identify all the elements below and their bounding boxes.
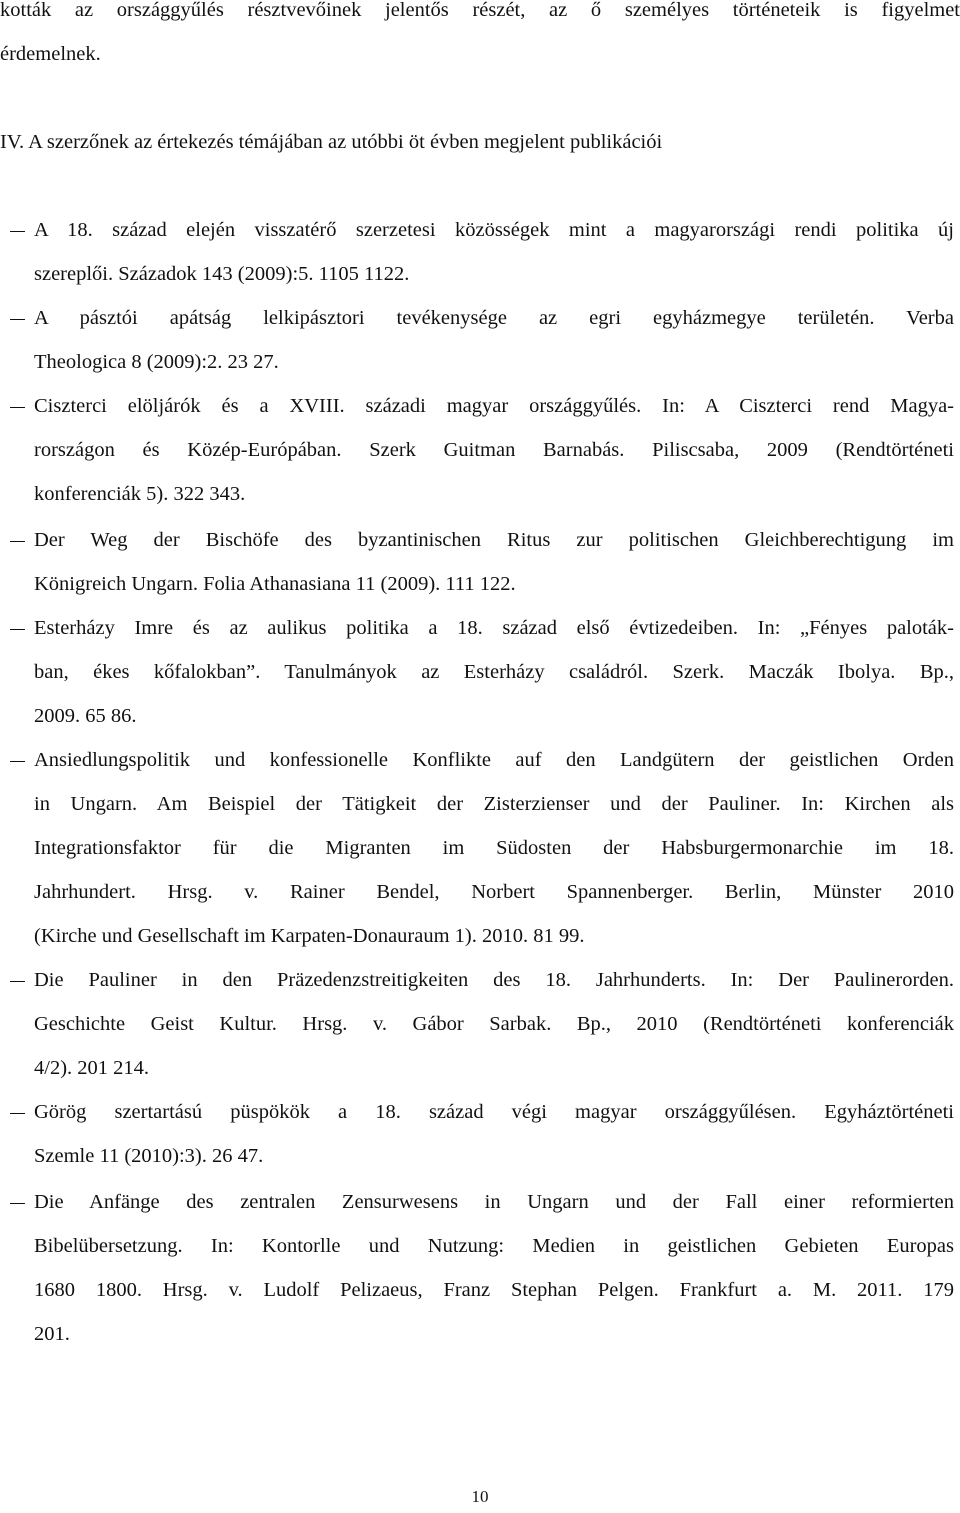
bullet-dash-icon	[10, 231, 25, 232]
bullet-dash-icon	[10, 1113, 25, 1114]
publication-line: Ciszterci elöljárók és a XVIII. századi magyar országgyűlés. In: A Ciszterci rend Magya-	[34, 395, 954, 417]
publication-line: 4/2). 201 214.	[34, 1057, 150, 1079]
publication-line: 1680 1800. Hrsg. v. Ludolf Pelizaeus, Franz Stephan Pelgen. Frankfurt a. M. 2011. 179	[34, 1279, 954, 1301]
publication-line: ban, ékes kőfalokban”. Tanulmányok az Esterházy családról. Szerk. Maczák Ibolya. Bp.,	[34, 661, 954, 683]
publication-line: 2009. 65 86.	[34, 705, 137, 727]
intro-line-2: érdemelnek.	[0, 43, 101, 65]
bullet-dash-icon	[10, 541, 25, 542]
section-heading: IV. A szerzőnek az értekezés témájában az utóbbi öt évben megjelent publikációi	[0, 131, 663, 153]
publication-line: Die Pauliner in den Präzedenzstreitigkeiten des 18. Jahrhunderts. In: Der Paulinerorden.	[34, 969, 954, 991]
publication-line: Bibelübersetzung. In: Kontorlle und Nutzung: Medien in geistlichen Gebieten Europas	[34, 1235, 954, 1257]
bullet-dash-icon	[10, 629, 25, 630]
publication-line: Jahrhundert. Hrsg. v. Rainer Bendel, Norbert Spannenberger. Berlin, Münster 2010	[34, 881, 954, 903]
publication-line: Ansiedlungspolitik und konfessionelle Konflikte auf den Landgütern der geistlichen Orden	[34, 749, 954, 771]
bullet-dash-icon	[10, 407, 25, 408]
publication-line: (Kirche und Gesellschaft im Karpaten-Donauraum 1). 2010. 81 99.	[34, 925, 585, 947]
publication-line: Der Weg der Bischöfe des byzantinischen Ritus zur politischen Gleichberechtigung im	[34, 529, 954, 551]
publication-line: A pásztói apátság lelkipásztori tevékenysége az egri egyházmegye területén. Verba	[34, 307, 954, 329]
publication-line: Integrationsfaktor für die Migranten im Südosten der Habsburgermonarchie im 18.	[34, 837, 954, 859]
bullet-dash-icon	[10, 319, 25, 320]
publication-line: Szemle 11 (2010):3). 26 47.	[34, 1145, 264, 1167]
bullet-dash-icon	[10, 761, 25, 762]
bullet-dash-icon	[10, 1203, 25, 1204]
publication-line: 201.	[34, 1323, 70, 1345]
bullet-dash-icon	[10, 981, 25, 982]
publication-line: Geschichte Geist Kultur. Hrsg. v. Gábor Sarbak. Bp., 2010 (Rendtörténeti konferenciák	[34, 1013, 954, 1035]
publication-line: rországon és Közép-Európában. Szerk Guitman Barnabás. Piliscsaba, 2009 (Rendtörténeti	[34, 439, 954, 461]
intro-line-1: kották az országgyűlés résztvevőinek jelentős részét, az ő személyes történeteik is figyelmet	[0, 0, 960, 21]
publication-line: konferenciák 5). 322 343.	[34, 483, 246, 505]
publication-line: Theologica 8 (2009):2. 23 27.	[34, 351, 279, 373]
page-number: 10	[471, 1487, 489, 1506]
publication-line: A 18. század elején visszatérő szerzetesi közösségek mint a magyarországi rendi politika új	[34, 219, 954, 241]
publication-line: Görög szertartású püspökök a 18. század végi magyar országgyűlésen. Egyháztörténeti	[34, 1101, 954, 1123]
publication-line: in Ungarn. Am Beispiel der Tätigkeit der Zisterzienser und der Pauliner. In: Kirchen als	[34, 793, 954, 815]
publication-line: Königreich Ungarn. Folia Athanasiana 11 (2009). 111 122.	[34, 573, 516, 595]
publication-line: szereplői. Századok 143 (2009):5. 1105 1122.	[34, 263, 410, 285]
publication-line: Esterházy Imre és az aulikus politika a 18. század első évtizedeiben. In: „Fényes paloták-	[34, 617, 954, 639]
publication-line: Die Anfänge des zentralen Zensurwesens in Ungarn und der Fall einer reformierten	[34, 1191, 954, 1213]
